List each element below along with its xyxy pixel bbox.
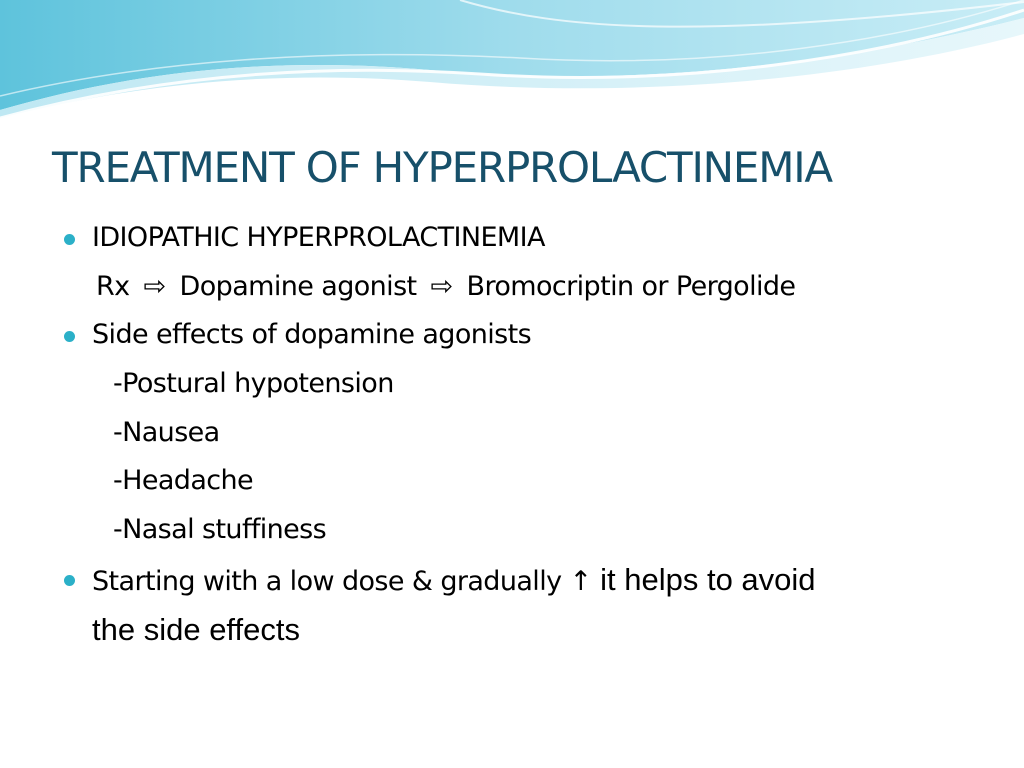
rx-line — [96, 271, 795, 302]
right-arrow-icon: ⇨ — [143, 271, 166, 302]
bullet-3-text-part-1: Starting with a low dose & gradually — [92, 566, 562, 597]
rx-prefix: Rx — [96, 271, 130, 302]
slide-title: TREATMENT OF HYPERPROLACTINEMIA — [52, 143, 832, 192]
bullet-3-text-part-2: it helps to avoid — [591, 562, 816, 597]
bullet-marker-1 — [64, 234, 75, 245]
bullet-marker-2 — [64, 331, 75, 342]
side-effect-item: -Nausea — [113, 417, 220, 448]
bullet-2-text: Side effects of dopamine agonists — [92, 319, 532, 350]
bullet-2-heading — [92, 319, 531, 350]
bullet-3-line-1 — [92, 562, 816, 598]
bullet-marker-3 — [64, 575, 75, 586]
right-arrow-icon: ⇨ — [430, 271, 453, 302]
bullet-1-text: IDIOPATHIC HYPERPROLACTINEMIA — [92, 222, 545, 253]
rx-step-2: Bromocriptin or Pergolide — [466, 271, 796, 302]
side-effect-item: -Headache — [113, 465, 254, 496]
side-effect-item: -Nasal stuffiness — [113, 514, 327, 545]
bullet-3-line-2: the side effects — [92, 612, 300, 647]
side-effect-item: -Postural hypotension — [113, 368, 394, 399]
bullet-1-heading — [92, 222, 545, 253]
rx-step-1: Dopamine agonist — [179, 271, 417, 302]
up-arrow-icon: ↑ — [569, 566, 592, 597]
